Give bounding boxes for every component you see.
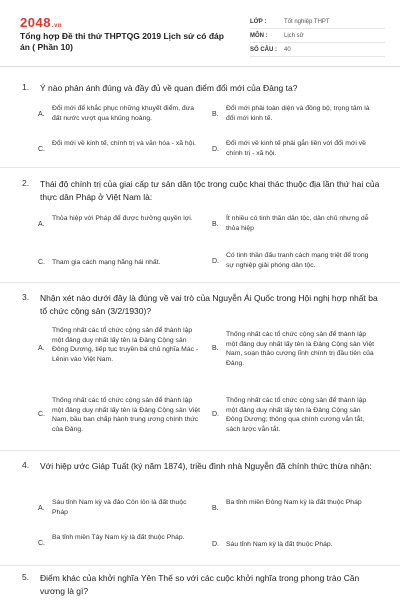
option-text: Thống nhất các tổ chức cộng sản để thành lập một đảng duy nhất lấy tên là Đảng Cộng sản Việt Nam, soạn thảo cương lĩnh chính trị đầu tiên của Đảng. bbox=[226, 331, 374, 367]
meta-row-class bbox=[250, 15, 385, 29]
option-text: Ba tỉnh miền Đông Nam kỳ là đất thuộc Pháp bbox=[226, 499, 362, 506]
meta-label: LỚP : bbox=[250, 18, 267, 25]
option-letter: A. bbox=[38, 505, 45, 512]
meta-row-subject bbox=[250, 29, 385, 43]
option-text: Đổi mới để khắc phục những khuyết điểm, đưa đất nước vượt qua khủng hoảng. bbox=[52, 105, 195, 122]
option-text: Sáu tỉnh Nam kỳ và đảo Côn lôn là đất thuộc Pháp bbox=[52, 499, 187, 516]
option-letter: D. bbox=[212, 411, 219, 418]
document-title: Tổng hợp Đề thi thử THPTQG 2019 Lịch sử có đáp án ( Phần 10) bbox=[20, 31, 224, 52]
meta-value: 40 bbox=[284, 46, 291, 53]
option-text: Ba tỉnh miền Tây Nam kỳ là đất thuộc Pháp. bbox=[52, 534, 185, 541]
option-text: Đổi mới về kinh tế phải gắn liền với đổi mới về chính trị - xã hội. bbox=[226, 140, 366, 157]
question-text: Điểm khác của khởi nghĩa Yên Thế so với các cuộc khởi nghĩa trong phong trào Cần vương là gì? bbox=[40, 573, 360, 596]
option-letter: A. bbox=[38, 221, 45, 228]
option-letter: B. bbox=[212, 505, 219, 512]
option-text: Đổi mới về kinh tế, chính trị và văn hóa - xã hội. bbox=[52, 140, 196, 147]
option-text: Thống nhất các tổ chức cộng sản để thành lập một đảng duy nhất lấy tên là Đảng Cộng sản Đông Dương; thông qua chính cương vắn tắt, sách lược vắn tắt. bbox=[226, 397, 367, 433]
option-text: Thỏa hiệp với Pháp để được hưởng quyền lợi. bbox=[52, 215, 193, 222]
header bbox=[0, 0, 400, 67]
question-text: Ý nào phản ánh đúng và đầy đủ về quan điểm đổi mới của Đảng ta? bbox=[40, 83, 298, 93]
logo-suffix: .vn bbox=[51, 23, 63, 29]
question-number: 4. bbox=[22, 460, 30, 470]
question-number: 3. bbox=[22, 292, 30, 302]
meta-value: Tốt nghiệp THPT bbox=[284, 18, 330, 25]
exam-meta bbox=[250, 15, 385, 57]
divider bbox=[0, 450, 400, 451]
meta-label: SỐ CÂU : bbox=[250, 46, 277, 53]
option-letter: B. bbox=[212, 221, 219, 228]
meta-label: MÔN : bbox=[250, 32, 268, 39]
question-text: Thái độ chính trị của giai cấp tư sản dân tộc trong cuộc khai thác thuộc địa lần thứ hai của thực dân Pháp ở Việt Nam là: bbox=[40, 179, 380, 202]
divider bbox=[0, 282, 400, 283]
option-letter: D. bbox=[212, 541, 219, 548]
option-letter: A. bbox=[38, 345, 45, 352]
meta-value: Lịch sử bbox=[284, 32, 304, 39]
option-letter: C. bbox=[38, 411, 45, 418]
question-text: Với hiệp ước Giáp Tuất (ký năm 1874), triều đình nhà Nguyễn đã chính thức thừa nhận: bbox=[40, 461, 372, 471]
option-letter: C. bbox=[38, 146, 45, 153]
logo-text: 2048 bbox=[20, 15, 51, 30]
divider bbox=[0, 565, 400, 566]
option-letter: D. bbox=[212, 146, 219, 153]
option-letter: C. bbox=[38, 259, 45, 266]
option-letter: C. bbox=[38, 540, 45, 547]
option-text: Thống nhất các tổ chức cộng sản để thành lập một đảng duy nhất lấy tên là Đảng Cộng sản Đông Dương, tiếp tục truyền bá chủ nghĩa Mác - Lênin vào Việt Nam. bbox=[52, 327, 199, 363]
option-letter: B. bbox=[212, 111, 219, 118]
question-number: 5. bbox=[22, 572, 30, 582]
option-letter: B. bbox=[212, 345, 219, 352]
divider bbox=[0, 167, 400, 168]
question-number: 1. bbox=[22, 82, 30, 92]
meta-row-count bbox=[250, 43, 385, 57]
question-text: Nhận xét nào dưới đây là đúng về vai trò của Nguyễn Ái Quốc trong Hội nghị hợp nhất ba tổ chức cộng sản (3/2/1930)? bbox=[40, 293, 378, 316]
option-text: Ít nhiều có tinh thần dân tộc, dân chủ nhưng dễ thỏa hiệp bbox=[226, 215, 369, 232]
option-text: Có tinh thần đấu tranh cách mạng triệt để trong sự nghiệp giải phóng dân tộc. bbox=[226, 252, 369, 269]
option-text: Thống nhất các tổ chức cộng sản để thành lập một đảng duy nhất lấy tên là Đảng Cộng sản Việt Nam, bầu ban chấp hành trung ương chính thức của Đảng. bbox=[52, 397, 200, 433]
option-letter: A. bbox=[38, 111, 45, 118]
option-text: Sáu tỉnh Nam kỳ là đất thuộc Pháp. bbox=[226, 541, 333, 548]
question-number: 2. bbox=[22, 178, 30, 188]
option-text: Đổi mới phải toàn diện và đồng bộ, trọng tâm là đổi mới kinh tế. bbox=[226, 105, 370, 122]
site-logo[interactable] bbox=[20, 15, 62, 30]
option-letter: D. bbox=[212, 258, 219, 265]
option-text: Tham gia cách mạng hăng hái nhất. bbox=[52, 259, 161, 266]
